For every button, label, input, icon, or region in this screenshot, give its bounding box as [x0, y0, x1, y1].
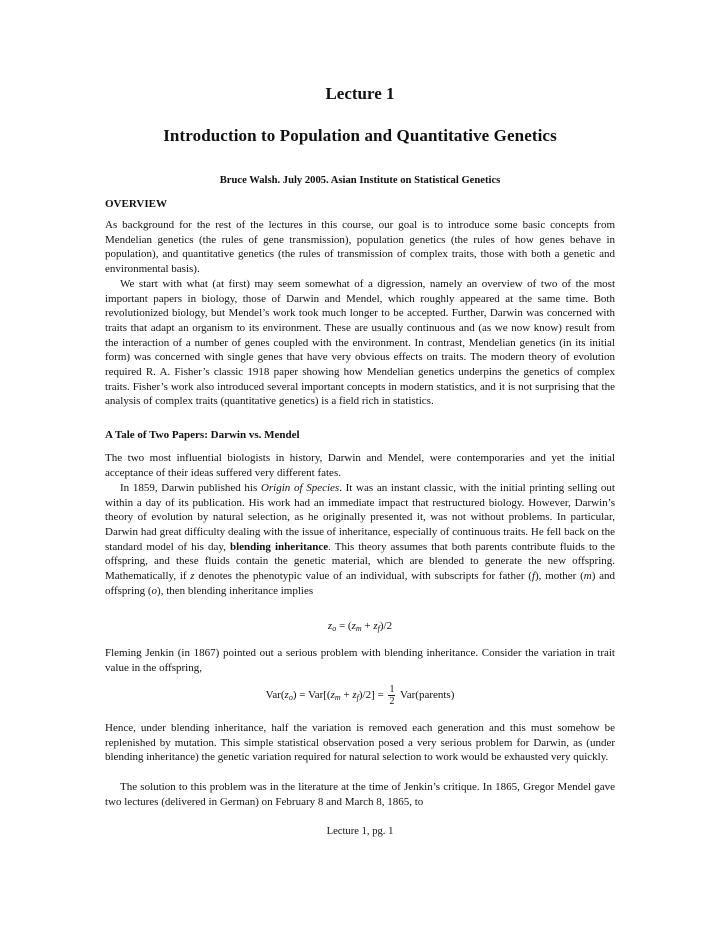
text-run: . This theory assumes that both parents contribute fluids to the offspring, and these fluids contain the genetic material, which are blended to generate the new offspring. Mathematically, if [105, 540, 616, 582]
text-run: . It was an instant classic, with the initial printing selling out within a day of its publication. His work had an immediate impact that restructured biology. However, Darwin’s theory of evolution by natural selection, as he originally presented it, was not without problems. In particular, Darwin had great difficulty dealing with the issue of inheritance, especially of continuous traits. He fell back on the standard model of his day, [105, 482, 615, 553]
math-symbol: m [583, 569, 592, 582]
math-symbol: o [151, 584, 158, 597]
text-run: In 1859, Darwin published his [120, 482, 261, 494]
overview-paragraph-1: As background for the rest of the lectures in this course, our goal is to introduce some basic concepts from Mendelian genetics (the rules of gene transmission), population genetics (the rules of how genes behave in population), and quantitative genetics (the rules of transmission of complex traits, those with both a genetic and environmental basis). [105, 219, 615, 275]
section-heading-tale: A Tale of Two Papers: Darwin vs. Mendel [105, 429, 300, 441]
math-symbol: z [190, 569, 195, 582]
equation-variance: $Var(z_o) = Var[(z_m + z_f)/2]$ = $\frac{1}{2}$ Var(parents) [265, 684, 455, 707]
math-symbol: f [531, 569, 535, 582]
paper-title: Introduction to Population and Quantitative Genetics [163, 126, 557, 145]
key-term: blending inheritance [229, 540, 329, 553]
text-run: ) and offspring ( [105, 569, 616, 597]
book-title: Origin of Species [260, 482, 340, 494]
text-run: ), mother ( [535, 569, 584, 582]
tale-paragraph-3: Fleming Jenkin (in 1867) pointed out a serious problem with blending inheritance. Consider the variation in trait value in the offspring, [105, 647, 615, 674]
tale-paragraph-1: The two most influential biologists in history, Darwin and Mendel, were contemporaries and yet the initial acceptance of their ideas suffered very different fates. [105, 452, 615, 479]
tale-paragraph-5: The solution to this problem was in the literature at the time of Jenkin’s critique. In 1865, Gregor Mendel gave two lectures (delivered in German) on February 8 and March 8, 1865, to [105, 781, 615, 808]
equation-blending: $z_o = (z_m + z_f)/2$ [327, 620, 393, 633]
overview-paragraph-2: We start with what (at first) may seem somewhat of a digression, namely an overview of two of the most important papers in biology, those of Darwin and Mendel, which roughly appeared at the same time. Both revolutionized biology, but Mendel’s work took much longer to be accepted. Further, Darwin was concerned with traits that adapt an organism to its environment. These are usually continuous and (as we now know) result from the interaction of a number of genes coupled with the environment. In contrast, Mendelian genetics (in its initial form) was concerned with single genes that have very obvious effects on traits. The modern theory of evolution required R. A. Fisher’s classic 1918 paper showing how Mendelian genetics underpins the genetics of complex traits. Fisher’s work also introduced several important concepts in modern statistics, and it is not surprising that the analysis of complex traits (quantitative genetics) is a field rich in statistics. [105, 278, 615, 408]
author-byline: Bruce Walsh. July 2005. Asian Institute on Statistical Genetics [219, 175, 501, 186]
tale-paragraph-2 [105, 481, 615, 598]
tale-paragraph-4: Hence, under blending inheritance, half the variation is removed each generation and this must somehow be replenished by mutation. This simple statistical observation posed a very serious problem for Darwin, as (under blending inheritance) the genetic variation required for natural selection to work would be exhausted very quickly. [105, 722, 615, 764]
page-footer: Lecture 1, pg. 1 [326, 826, 394, 837]
text-run: ), then blending inheritance implies [157, 584, 314, 597]
lecture-number: Lecture 1 [325, 84, 395, 103]
text-run: denotes the phenotypic value of an individual, with subscripts for father ( [194, 569, 532, 582]
section-heading-overview: OVERVIEW [105, 198, 167, 210]
